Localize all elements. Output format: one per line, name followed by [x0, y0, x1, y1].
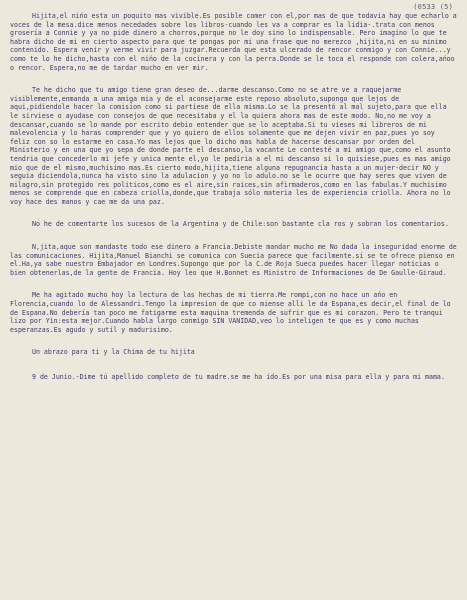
paragraph-4: N,jita,aque son mandaste todo ese dinero a Francia.Debiste mandar mucho me No dada la inseguridad enorme de las comunicaciones. Hijita,Manuel Bianchi se comunica con Suecia parece que facilmente.si se te ofrece pienso en el.Ha,ya sabe nuestro Embajador en Londres.Supongo que por la C.de Roja Sueca puedes hacer llegar noticias o bien obtenerlas,de la gente de Francia. Hoy leo que H.Bonnet es Ministro de Informaciones de De Gaulle-Giraud.: [10, 243, 457, 277]
archive-number: (0533 (5): [413, 3, 453, 11]
paragraph-1: Hijita,el nińo esta un poquito mas vivible.Es posible comer con el,por mas de que todavia hay que echarlo a voces de la mesa.dice menos necedades sobre los libros-cuando les va a comprar es la lidia-.trata con menos grosería a Connie y ya no pide dinero a chorros,porque no le doy sino lo indispensable. Pero imagino lo que te habra dicho de mi en cierto aspecto para que te pongas por mi una frase que no merezco ,hijita,ni en su minimo contenido. Espera venir y verme vivir para juzgar.Recuerda que esta ulcerado de rencor conmigo y con Connie...y como te lo he dicho,hasta con el nińo de la cocinera y con la perra.Donde se le toca el responde con colera,ańoo o rencor. Espera,no me de tardar mucho en ver mir.: [10, 12, 457, 72]
postscript: 9 de Junio.-Dime tú apellido completo de tu madre.se me ha ido.Es por una misa para ella y para mi mama.: [32, 373, 445, 381]
closing-line: Un abrazo para ti y la Chima de tu hijita: [32, 348, 195, 357]
paragraph-3: No he de comentarte los sucesos de la Argentina y de Chile:son bastante cla ros y sobran los comentarios.: [32, 220, 449, 229]
paragraph-2: Te he dicho que tu amigo tiene gran deseo de...darme descanso.Como no se atre ve a raquejarme visiblemente,enmanda a una amiga mia y de el aconsejarme este reposo absoluto,supongo que lejos de aqui,pidiendole hacer la comision como si partiese de ella misma.Lo se la presentó al mal sujeto,para que ella le sirviese o ayudase con consejos de que necesitaba y el la quiera ahora mas de este modo. No,no me voy a descansar,cuando se lo mande por escrito debio entender que se lo aceptaba.Si tu vieses mi libreros de mi malevolencia y lo haras comprender que y yo quiero de ellos solamente que me dejen vivir en paz,pues yo soy feliz con so lo estarme en casa.Yo mas lejos que lo dicho mas habla de hacerse descansar por orden del Ministerio y en una que yo sepa de donde parte el descanso,la vacante Le contesté a mi amigo que,como el asunto tendria que concederlo mi jefe y unica mente el,yo le pediria a el mi descanso si lo quisiese,pues es mas amigo mio que de el mismo,muchisimo mas.Es cierto modo,hijita,tiene alguna repugnancia hasta a un mujer-decir NO y seguia diciendola,nunca ha visto sino la adulacion y yo no lo adulo.no se le ocurre que hay seres que viven de milagro,sin protegido res politicos,como es el aire,sin raices,sin afirmaderos,como en las fabulas.Y muchisimo menos se comprende que en cabeza criolla,donde,que trabaja sólo materia les de experiencia criolla. Ahora no lo voy hace des manos y cae me da una paz.: [10, 86, 451, 206]
letter-body: [10, 12, 458, 382]
paragraph-5: Me ha agitado mucho hoy la lectura de las hechas de mi tierra.Me rompi,con no hace un ańo en Florencia,cuando lo de Alessandri.Tengo la impresion de que co miense alli le da Espana,es decir,el final de lo de Espana.No debería tan poco me fatigarme esta maquina tremenda de sufrir que es mi corazon. Pero te tranqui lizo por Yin:esta mejor.Cuando habla largo conmigo SIN VANIDAD,veo lo inteligen te que es y como muchas esperanzas.Es agudo y sutil y madurisimo.: [10, 291, 451, 334]
